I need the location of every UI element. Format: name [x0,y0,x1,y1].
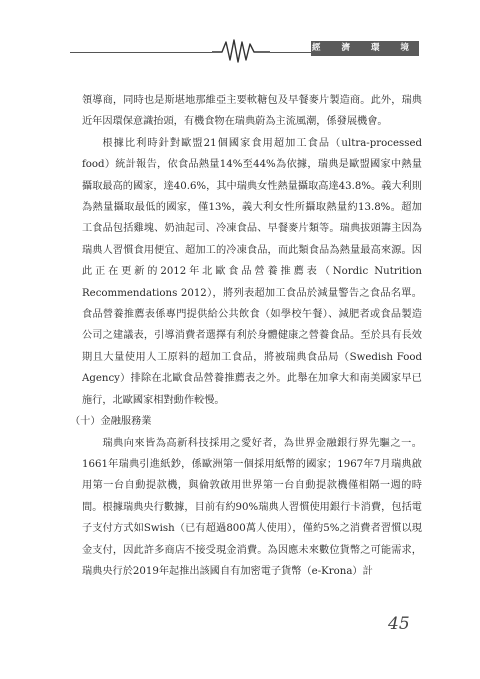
section-label: 經 濟 環 境 [311,41,419,56]
paragraph-3: 瑞典向來皆為高新科技採用之愛好者，為世界金融銀行界先驅之一。1661年瑞典引進紙鈔，係歐洲第一個採用紙幣的國家；1967年7月瑞典啟用第一台自動提款機，與倫敦啟用世界第一台自動提款機僅相隔一週的時間。根據瑞典央行數據，目前有約90%瑞典人習慣使用銀行卡消費，包括電子支付方式如Swish（已有超過800萬人使用），僅約5%之消費者習慣以現金支付，因此許多商店不接受現金消費。為因應未來數位貨幣之可能需求，瑞典央行於2019年起推出該國自有加密電子貨幣（e-Krona）計 [82,437,422,577]
document-body [70,90,422,582]
paragraph-1: 領導商，同時也是斯堪地那維亞主要軟糖包及早餐麥片製造商。此外，瑞典近年因環保意識抬頭，有機食物在瑞典蔚為主流風潮，係發展機會。 [82,95,422,128]
page-number: 45 [388,614,410,634]
section-heading: （十）金融服務業 [70,416,152,428]
heartbeat-wave-icon [212,36,270,66]
paragraph-2: 根據比利時針對歐盟21個國家食用超加工食品（ultra-processed food）統計報告，依食品熱量14%至44%為依據，瑞典是歐盟國家中熱量攝取最高的國家，達40.6%，其中瑞典女性熱量攝取高達43.8%。義大利則為熱量攝取最低的國家，僅13%，義大利女性所攝取熱量約13.8%。超加工食品包括雞塊、奶油起司、冷凍食品、早餐麥片類等。瑞典拔頭籌主因為瑞典人習慣食用便宜、超加工的冷凍食品，而此類食品為熱量最高來源。因此正在更新的2012年北歐食品營養推薦表（Nordic Nutrition Recommendations 2012），將列表超加工食品於減量警告之食品名單。食品營養推薦表係專門提供給公共飲食（如學校午餐）、減肥者或食品製造公司之建議表，引導消費者選擇有利於身體健康之營養食品。至於具有長效期且大量使用人工原料的超加工食品，將被瑞典食品局（Swedish Food Agency）排除在北歐食品營養推薦表之外。此舉在加拿大和南美國家早已施行，北歐國家相對動作較慢。 [82,137,422,406]
